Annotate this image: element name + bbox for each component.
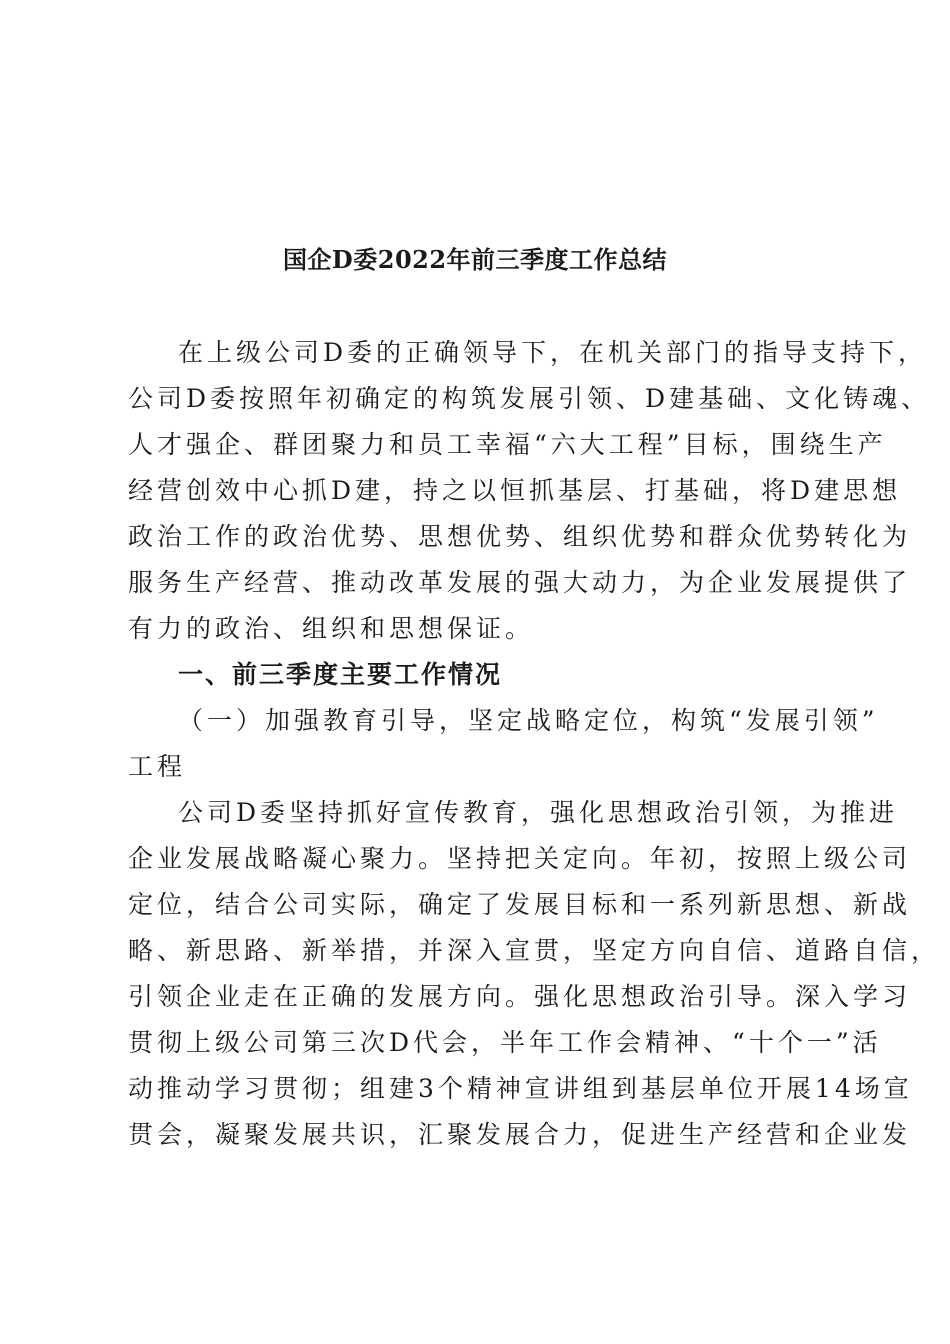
- section-heading-1: [128, 652, 840, 698]
- text-line: 经营创效中心抓D建，持之以恒抓基层、打基础，将D建思想: [128, 476, 902, 505]
- text-line: 公司D委按照年初确定的构筑发展引领、D建基础、文化铸魂、: [128, 384, 931, 413]
- text-line: 政治工作的政治优势、思想优势、组织优势和群众优势转化为: [128, 522, 912, 551]
- document-title: 国企D委2022年前三季度工作总结: [282, 245, 668, 274]
- text-line: 定位，结合公司实际，确定了发展目标和一系列新思想、新战: [128, 890, 912, 919]
- paragraph-education: [128, 790, 941, 1158]
- text-line: 动推动学习贯彻；组建3个精神宣讲组到基层单位开展14场宣: [128, 1074, 913, 1103]
- text-line: 人才强企、群团聚力和员工幸福“六大工程”目标，围绕生产: [128, 430, 887, 459]
- text-line: 企业发展战略凝心聚力。坚持把关定向。年初，按照上级公司: [128, 844, 912, 873]
- text-line: 公司D委坚持抓好宣传教育，强化思想政治引领，为推进: [178, 798, 899, 827]
- text-line: 引领企业走在正确的发展方向。强化思想政治引导。深入学习: [128, 982, 912, 1011]
- text-line: 贯彻上级公司第三次D代会，半年工作会精神、“十个一”活: [128, 1028, 882, 1057]
- text-line: 略、新思路、新举措，并深入宣贯，坚定方向自信、道路自信，: [128, 936, 941, 965]
- subsection-heading-text: （一）加强教育引导，坚定战略定位，构筑“发展引领”: [178, 706, 879, 735]
- text-line: 服务生产经营、推动改革发展的强大动力，为企业发展提供了: [128, 568, 912, 597]
- paragraph-intro: [128, 330, 931, 652]
- subsection-heading-1: [128, 698, 879, 790]
- text-line: 在上级公司D委的正确领导下，在机关部门的指导支持下，: [178, 338, 928, 367]
- text-line: 有力的政治、组织和思想保证。: [128, 614, 535, 643]
- subsection-heading-text: 工程: [128, 752, 187, 781]
- section-heading-text: 一、前三季度主要工作情况: [178, 660, 503, 689]
- text-line: 贯会，凝聚发展共识，汇聚发展合力，促进生产经营和企业发: [128, 1120, 912, 1149]
